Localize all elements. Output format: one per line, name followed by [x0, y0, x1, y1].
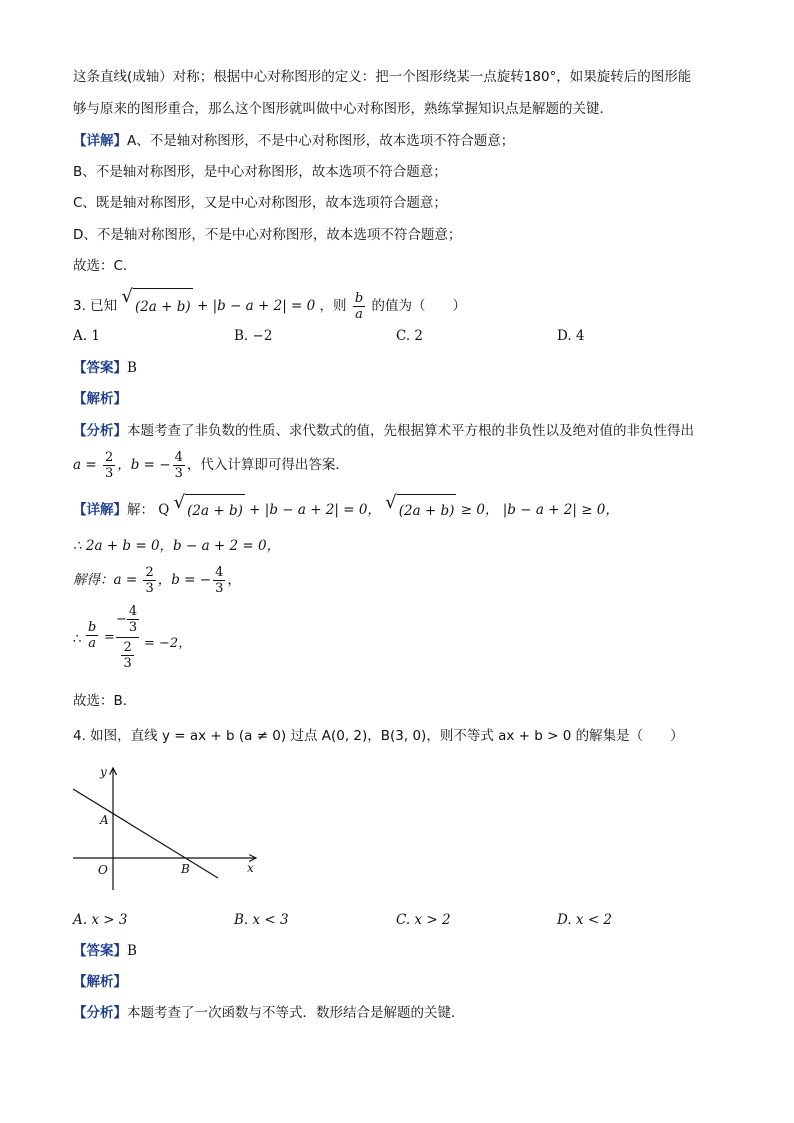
answer-tag: 【答案】 — [73, 360, 127, 376]
nested-fraction — [116, 604, 139, 671]
fraction-b-over-a — [353, 291, 365, 322]
point-a-label: A — [100, 813, 109, 827]
fraction-2-3 — [143, 565, 155, 596]
analysis-tag: 【解析】 — [73, 391, 127, 407]
frac-den: a — [355, 306, 363, 322]
sqrt-expression — [174, 494, 245, 526]
x-axis-label: x — [247, 861, 254, 875]
fenxi-end: ，代入计算即可得出答案． — [186, 457, 349, 473]
fenxi-tag: 【分析】 — [73, 1005, 127, 1021]
frac-num: 4 — [174, 449, 183, 465]
ratio-result: = −2， — [144, 636, 192, 651]
q3-analysis-tag — [73, 390, 127, 408]
question-4: 4. 如图，直线 y = ax + b (a ≠ 0) 过点 A(0, 2)，B(3, 0)，则不等式 ax + b > 0 的解集是（ ） — [73, 728, 684, 744]
equals-sign: = — [104, 630, 115, 645]
frac-den: a — [88, 636, 97, 651]
frac-num: b — [354, 290, 364, 306]
q4-option-b: B. x < 3 — [234, 912, 289, 928]
fraction-b-over-a — [86, 620, 98, 651]
frac-num: 4 — [215, 564, 224, 580]
radical-sign: √ — [173, 492, 186, 513]
fraction-4-3 — [213, 565, 225, 596]
solve-prefix: 解得：a = — [73, 572, 138, 588]
q3-option-b: B. −2 — [234, 328, 273, 344]
fraction-4-3 — [173, 450, 185, 481]
because-symbol: Q — [158, 502, 170, 518]
text-line: 这条直线(成轴）对称；根据中心对称图形的定义：把一个图形绕某一点旋转180°，如果旋转后的图形能 — [73, 69, 692, 85]
radicand: (2a + b) — [133, 288, 193, 324]
detail-tag: 【详解】 — [73, 502, 127, 518]
origin-label: O — [98, 863, 108, 877]
q3-prefix: 3. 已知 — [73, 298, 118, 314]
text-line: 够与原来的图形重合，那么这个图形就叫做中心对称图形，熟练掌握知识点是解题的关键． — [73, 101, 613, 117]
frac-num: b — [88, 620, 97, 635]
solve-line: 解得：a = $\frac{2}{3}$ ，b = − $\frac{4}{3}$ ， — [73, 564, 241, 596]
answer-value: B — [127, 943, 137, 959]
text-span: A、不是轴对称图形，不是中心对称图形，故本选项不符合题意； — [127, 133, 515, 149]
q4-option-a: A. x > 3 — [73, 912, 128, 928]
nested-denominator — [121, 638, 133, 671]
radical-sign: √ — [121, 286, 133, 307]
y-axis-label: y — [100, 765, 107, 779]
q3-detail — [73, 494, 619, 526]
q4-option-d: D. x < 2 — [557, 912, 613, 928]
frac-num: 2 — [104, 449, 114, 465]
q3-suffix: 的值为（ ） — [371, 298, 466, 314]
q4-analysis-tag — [73, 973, 127, 991]
fenxi-text: 本题考查了一次函数与不等式．数形结合是解题的关键． — [127, 1005, 465, 1021]
q3-answer — [73, 359, 137, 377]
text-line: C、既是轴对称图形，又是中心对称图形，故本选项符合题意； — [73, 195, 447, 211]
radical-sign: √ — [385, 492, 397, 513]
text-line: B、不是轴对称图形，是中心对称图形，故本选项不符合题意； — [73, 164, 447, 180]
therefore-line: ∴ 2a + b = 0，b − a + 2 = 0， — [73, 538, 281, 554]
coordinate-graph — [70, 760, 270, 896]
sqrt-expression — [385, 494, 456, 526]
q3-mid: ，则 — [319, 298, 347, 314]
frac-num: 2 — [145, 564, 154, 580]
choice-line: 故选：B． — [73, 693, 137, 709]
frac-num: 4 — [128, 604, 138, 619]
frac-den: 3 — [215, 580, 224, 596]
q3-option-a: A. 1 — [73, 328, 100, 344]
frac-den: 3 — [123, 656, 132, 671]
answer-tag: 【答案】 — [73, 943, 127, 959]
abs-expression: + |b − a + 2| = 0 — [196, 298, 316, 314]
q3-option-c: C. 2 — [396, 328, 424, 344]
fenxi-tag: 【分析】 — [73, 423, 127, 439]
text-line: D、不是轴对称图形，不是中心对称图形，故本选项不符合题意； — [73, 227, 462, 243]
nested-numerator: − $\frac{4}{3}$ — [116, 604, 139, 638]
a-eq: a = — [73, 457, 97, 473]
q3-values-line — [73, 447, 349, 483]
frac-den: 3 — [104, 465, 114, 481]
solve-mid: ，b = − — [157, 572, 212, 588]
therefore-symbol: ∴ — [73, 631, 82, 647]
fenxi-text: 本题考查了非负数的性质、求代数式的值，先根据算术平方根的非负性以及绝对值的非负性得出 — [127, 423, 694, 439]
answer-value: B — [127, 360, 137, 376]
radicand: (2a + b) — [397, 494, 457, 526]
detail-eq1: + |b − a + 2| = 0， — [249, 502, 381, 518]
b-eq: ，b = − — [117, 457, 171, 473]
text-line — [73, 132, 514, 150]
text-line: 故选：C． — [73, 258, 137, 274]
sqrt-expression — [121, 288, 192, 324]
detail-eq2: ≥ 0， — [460, 502, 499, 518]
detail-tag: 【详解】 — [73, 133, 127, 149]
frac-den: 3 — [174, 465, 183, 481]
point-b-label: B — [181, 862, 190, 876]
q4-answer — [73, 942, 137, 960]
detail-prefix: 解： — [127, 502, 154, 518]
radicand: (2a + b) — [185, 494, 245, 526]
q3-option-d: D. 4 — [557, 328, 585, 344]
frac-den: 3 — [145, 580, 154, 596]
fraction-2-3 — [103, 450, 115, 481]
question-3 — [73, 288, 466, 324]
line-y-ax-plus-b — [73, 789, 218, 878]
frac-num: 2 — [123, 640, 132, 655]
q3-fenxi — [73, 422, 694, 440]
frac-den: 3 — [128, 620, 138, 635]
q4-fenxi — [73, 1004, 465, 1022]
analysis-tag: 【解析】 — [73, 974, 127, 990]
detail-eq3: |b − a + 2| ≥ 0， — [502, 502, 619, 518]
q4-option-c: C. x > 2 — [396, 912, 451, 928]
